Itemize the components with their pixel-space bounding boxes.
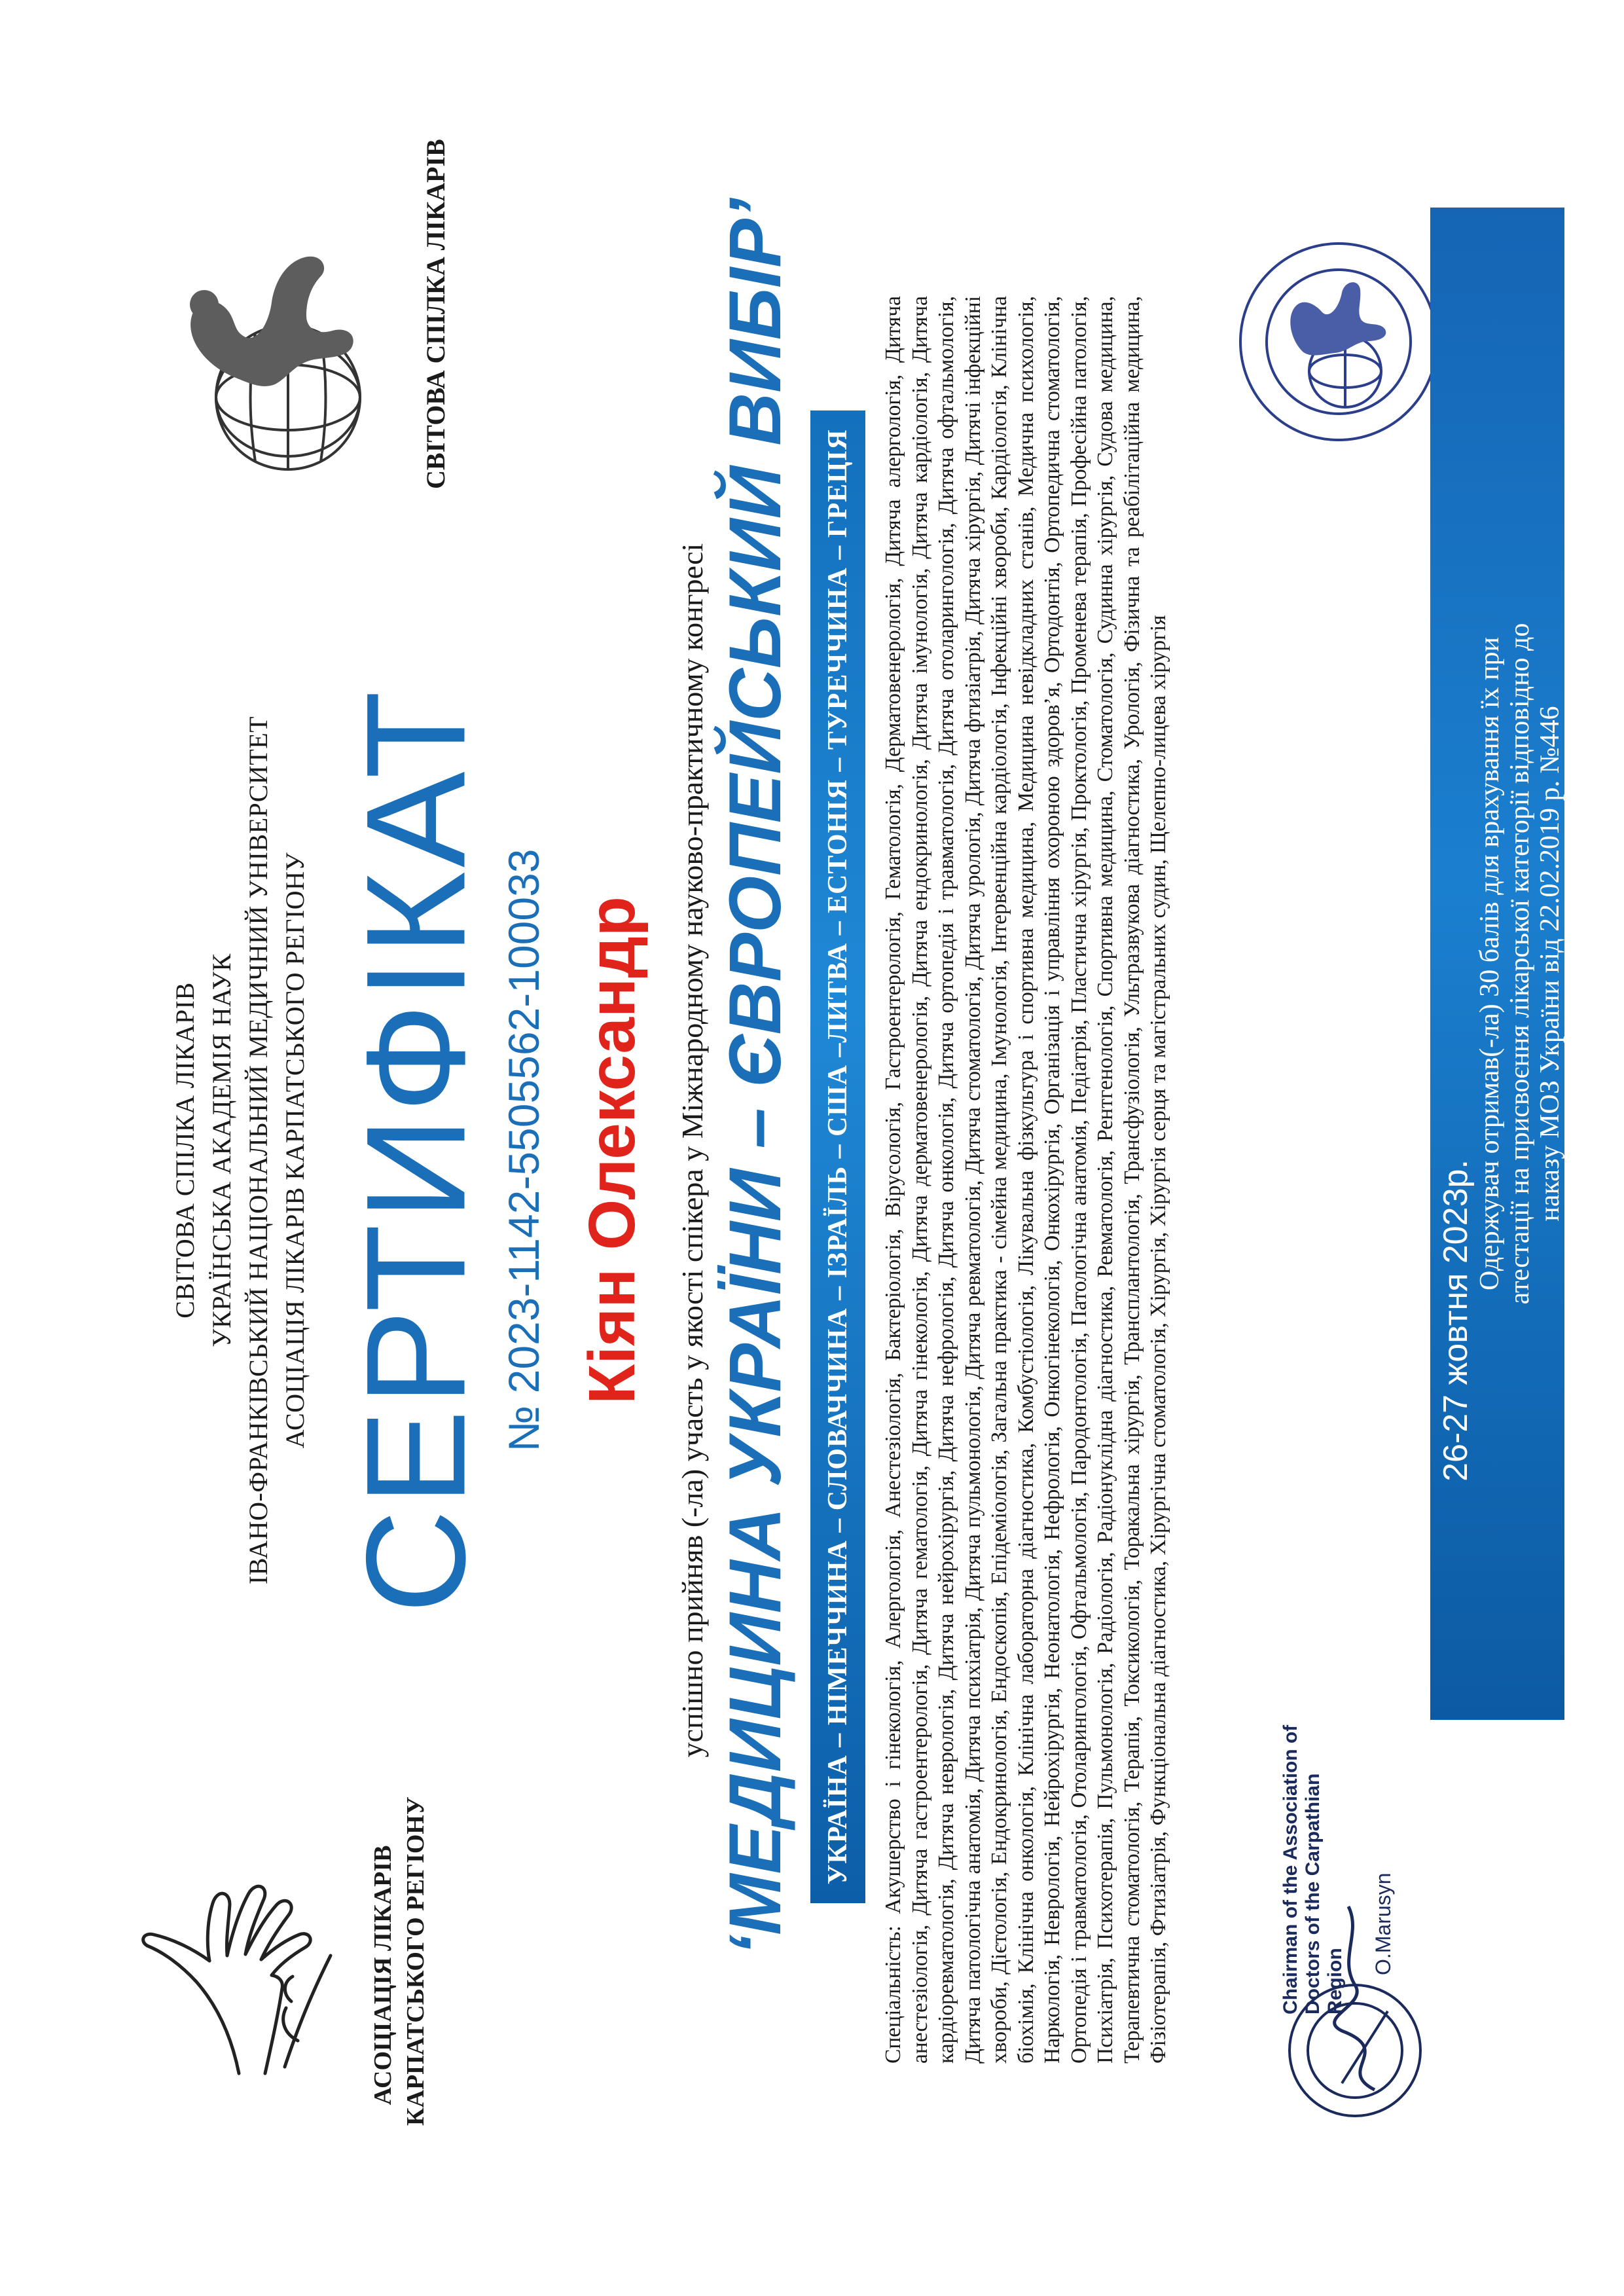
points-line: Одержувач отримав(-ла) 30 балів для врахування їх при (1475, 637, 1505, 1290)
specialties-list: Спеціальність: Акушерство і гінекологія, Алергологія, Анестезіологія, Бактеріологія, Вірусологія, Гастроентерологія, Гематологія, Дерматовенерологія, Дитяча алергологія, Дитяча анестезіологія, Дитяча гастроентерологія, Дитяча гематологія, Дитяча гінекологія, Дитяча дерматовенерологія, Дитяча ендокринологія, Дитяча імунологія, Дитяча кардіологія, Дитяча кардіоревматологія, Дитяча неврологія, Дитяча нейрохірургія, Дитяча нефрологія, Дитяча онкологія, Дитяча ортопедія і травматологія, Дитяча отоларингологія, Дитяча офтальмологія, Дитяча патологічна анатомія, Дитяча психіатрія, Дитяча пульмонологія, Дитяча ревматологія, Дитяча стоматологія, Дитяча урологія, Дитяча фтизіатрія, Дитяча хірургія, Дитячі інфекційні хвороби, Дієтологія, Ендокринологія, Ендоскопія, Епідеміологія, Загальна практика - сімейна медицина, Імунологія, Інтервенційна кардіологія, Інфекційні хвороби, Кардіологія, Клінічна біохімія, Клінічна онкологія, Клінічна лабораторна діагностика, Комбустіологія, Лікувальна фізкультура і спортивна медицина, Медицина невідкладних станів, Медична психологія, Наркологія, Неврологія, Нейрохірургія, Неонатологія, Нефрологія, Онкогінекологія, Онкохірургія, Організація і управління охороною здоров’я, Ортодонтія, Ортопедична стоматологія, Ортопедія і травматологія, Отоларингологія, Офтальмологія, Пародонтологія, Патологічна анатомія, Педіатрія, Пластична хірургія, Проктологія, Променева терапія, Професійна патологія, Психіатрія, Психотерапія, Пульмонологія, Радіологія, Радіонуклідна діагностика, Ревматологія, Рентгенологія, Спортивна медицина, Стоматологія, Судинна хірургія, Судова медицина, Терапевтична стоматологія, Терапія, Токсикологія, Торакальна хірургія, Трансплантологія, Трансфузіологія, Ультразвукова діагностика, Урологія, Фізична та реабілітаційна медицина, Фізіотерапія, Фтизіатрія, Функціональна діагностика, Хірургічна стоматологія, Хірургія, Хірургія серця та магістральних судин, Щелепно-лицева хірургія (881, 296, 1170, 2064)
issuer-line: УКРАЇНСЬКА АКАДЕМІЯ НАУК (207, 953, 236, 1347)
points-line: атестації на присвоєння лікарської категорії відповідно до (1505, 623, 1535, 1305)
certificate-title: СЕРТИФІКАТ (336, 687, 495, 1614)
association-seal-icon (1231, 234, 1447, 450)
recipient-name: Кіян Олександр (575, 896, 649, 1404)
certificate-number: № 2023-1142-5505562-100033 (499, 848, 548, 1452)
issuer-line: СВІТОВА СПІЛКА ЛІКАРІВ (170, 982, 200, 1319)
congress-name: ‘МЕДИЦИНА УКРАЇНИ – ЄВРОПЕЙСЬКИЙ ВИБІР’ (714, 198, 796, 1956)
signer-name: O.Marusyn (1371, 1872, 1395, 1975)
hands-icon (134, 1864, 344, 2080)
globe-figure-icon (157, 240, 380, 476)
points-line: наказу МОЗ України від 22.02.2019 р. №446 (1535, 706, 1565, 1222)
issuer-header (167, 463, 314, 1838)
left-organization-line: КАРПАТСЬКОГО РЕГІОНУ (402, 1796, 429, 2126)
cme-points-statement (1475, 208, 1565, 1720)
participation-statement: успішно прийняв (-ла) участь у якості спікера у Міжнародному науково-практичному конгресі (676, 543, 709, 1758)
left-organization (367, 1796, 432, 2126)
issuer-line: ІВАНО-ФРАНКІВСЬКИЙ НАЦІОНАЛЬНИЙ МЕДИЧНИЙ УНІВЕРСИТЕТ (244, 716, 273, 1585)
left-organization-line: АСОЦІАЦІЯ ЛІКАРІВ (369, 1845, 397, 2105)
right-organization: СВІТОВА СПІЛКА ЛІКАРІВ (421, 139, 450, 489)
countries-banner: УКРАЇНА – НІМЕЧЧИНА – СЛОВАЧЧИНА – ІЗРАЇЛЬ – США –ЛИТВА – ЕСТОНІЯ – ТУРЕЧЧИНА – ГРЕЦІЯ (810, 410, 865, 1903)
event-date: 26-27 жовтня 2023р. (1437, 1159, 1475, 1482)
footer-banner (1430, 208, 1564, 1720)
issuer-line: АСОЦІАЦІЯ ЛІКАРІВ КАРПАТСЬКОГО РЕГІОНУ (280, 852, 310, 1449)
signature-caption: Chairman of the Association of Doctors of the Carpathian Region (1280, 1724, 1346, 2014)
